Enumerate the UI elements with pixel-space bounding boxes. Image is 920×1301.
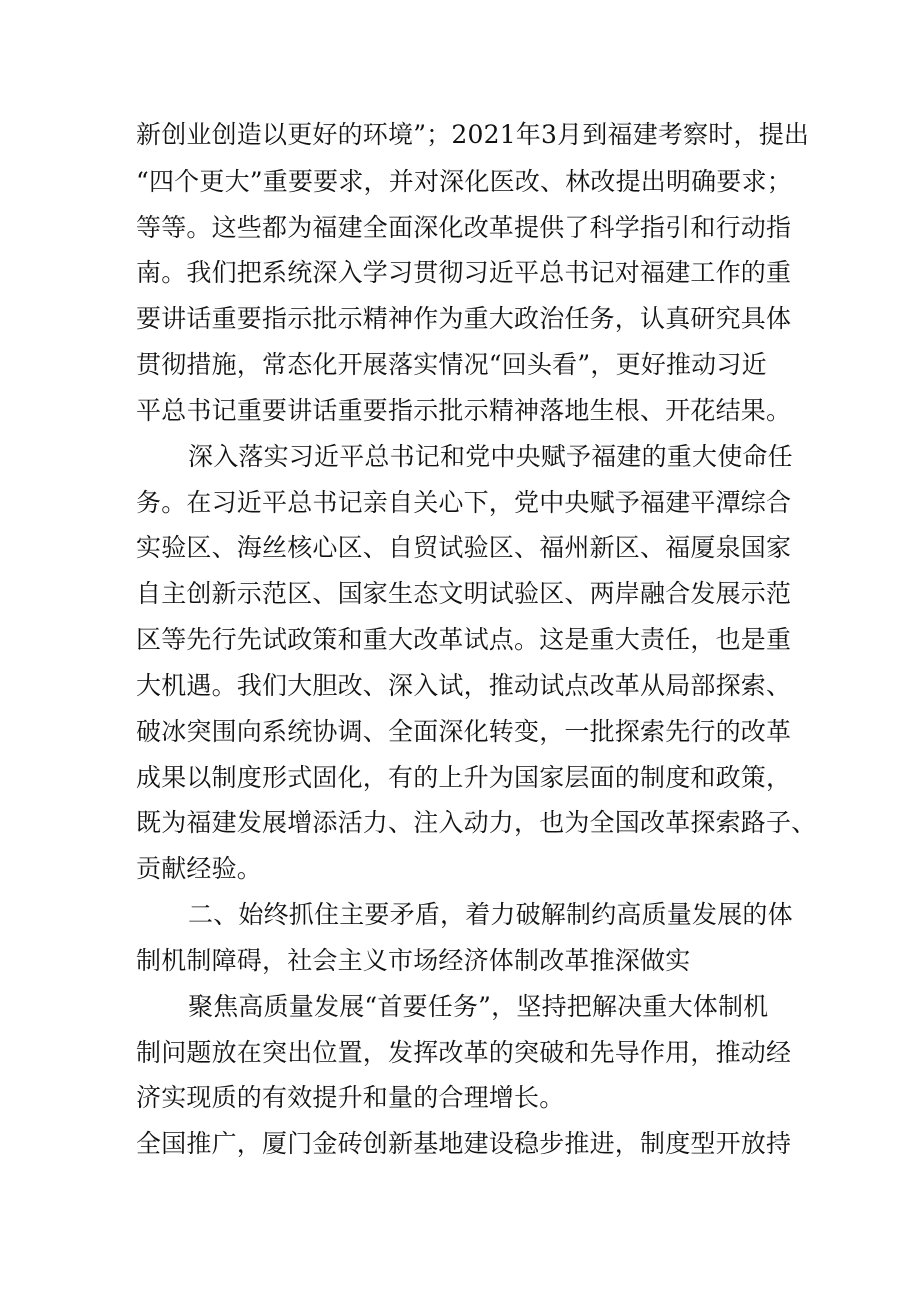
- text-line: 全国推广，厦门金砖创新基地建设稳步推进，制度型开放持: [136, 1129, 792, 1158]
- text-line: 务。在习近平总书记亲自关心下，党中央赋予福建平潭综合: [136, 488, 792, 517]
- text-line: 既为福建发展增添活力、注入动力，也为全国改革探索路子、: [136, 808, 817, 837]
- paragraph-start-line: 聚焦高质量发展“首要任务”，坚持把解决重大体制机: [188, 992, 769, 1021]
- paragraph-start-line: 深入落实习近平总书记和党中央赋予福建的重大使命任: [188, 442, 793, 471]
- section-heading-line: 制机制障碍，社会主义市场经济体制改革推深做实: [136, 946, 691, 975]
- text-line: 破冰突围向系统协调、全面深化转变，一批探索先行的改革: [136, 717, 792, 746]
- text-line: 济实现质的有效提升和量的合理增长。: [136, 1083, 565, 1112]
- text-line: 等等。这些都为福建全面深化改革提供了科学指引和行动指: [136, 213, 792, 242]
- text-line: 自主创新示范区、国家生态文明试验区、两岸融合发展示范: [136, 579, 792, 608]
- text-line: 实验区、海丝核心区、自贸试验区、福州新区、福厦泉国家: [136, 533, 792, 562]
- section-heading-line: 二、始终抓住主要矛盾，着力破解制约高质量发展的体: [188, 900, 793, 929]
- text-line: 制问题放在突出位置，发挥改革的突破和先导作用，推动经: [136, 1038, 792, 1067]
- text-line: 贡献经验。: [136, 854, 263, 883]
- text-line: “四个更大”重要要求，并对深化医改、林改提出明确要求；: [136, 167, 792, 196]
- text-line: 成果以制度形式固化，有的上升为国家层面的制度和政策，: [136, 763, 792, 792]
- text-line: 区等先行先试政策和重大改革试点。这是重大责任，也是重: [136, 625, 792, 654]
- text-line: 新创业创造以更好的环境”；2021年3月到福建考察时，提出: [136, 120, 810, 149]
- text-line: 大机遇。我们大胆改、深入试，推动试点改革从局部探索、: [136, 671, 792, 700]
- text-line: 南。我们把系统深入学习贯彻习近平总书记对福建工作的重: [136, 258, 792, 287]
- text-line: 要讲话重要指示批示精神作为重大政治任务，认真研究具体: [136, 304, 792, 333]
- text-line: 平总书记重要讲话重要指示批示精神落地生根、开花结果。: [136, 396, 792, 425]
- text-line: 贯彻措施，常态化开展落实情况“回头看”，更好推动习近: [136, 350, 767, 379]
